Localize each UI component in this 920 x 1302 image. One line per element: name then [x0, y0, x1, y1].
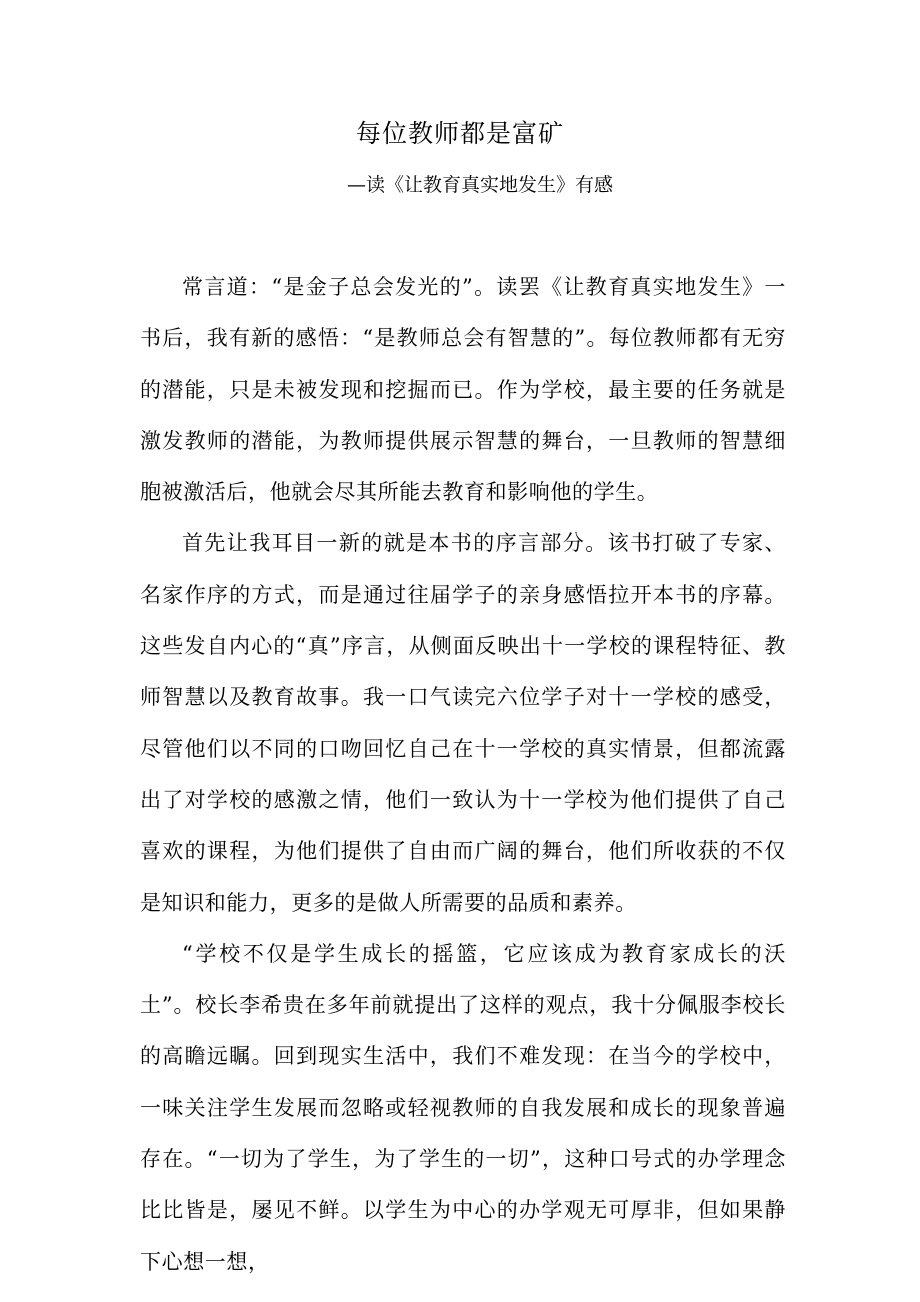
paragraph-1: 常言道：“是金子总会发光的”。读罢《让教育真实地发生》一书后，我有新的感悟：“是教师总会有智慧的”。每位教师都有无穷的潜能，只是未被发现和挖掘而已。作为学校，最主要的任务就是激发教师的潜能，为教师提供展示智慧的舞台，一旦教师的智慧细胞被激活后，他就会尽其所能去教育和影响他的学生。 — [140, 275, 786, 505]
paragraph-2: 首先让我耳目一新的就是本书的序言部分。该书打破了专家、名家作序的方式，而是通过往届学子的亲身感悟拉开本书的序幕。这些发自内心的“真”序言，从侧面反映出十一学校的课程特征、教师智慧以及教育故事。我一口气读完六位学子对十一学校的感受，尽管他们以不同的口吻回忆自己在十一学校的真实情景，但都流露出了对学校的感激之情，他们一致认为十一学校为他们提供了自己喜欢的课程，为他们提供了自由而广阔的舞台，他们所收获的不仅是知识和能力，更多的是做人所需要的品质和素养。 — [140, 531, 786, 915]
paragraph-3: “学校不仅是学生成长的摇篮，它应该成为教育家成长的沃土”。校长李希贵在多年前就提出了这样的观点，我十分佩服李校长的高瞻远瞩。回到现实生活中，我们不难发现：在当今的学校中，一味关注学生发展而忽略或轻视教师的自我发展和成长的现象普遍存在。“一切为了学生，为了学生的一切”，这种口号式的办学理念比比皆是，屡见不鲜。以学生为中心的办学观无可厚非，但如果静下心想一想， — [140, 941, 786, 1274]
document-body — [140, 262, 786, 1288]
document-subtitle: —读《让教育真实地发生》有感 — [346, 174, 613, 196]
document-title: 每位教师都是富矿 — [355, 119, 564, 148]
